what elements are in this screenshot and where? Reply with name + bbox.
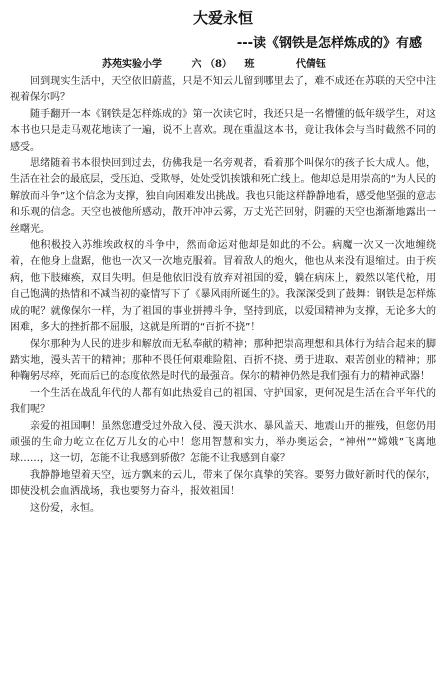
byline-school: 苏苑实验小学 bbox=[102, 59, 162, 70]
essay-subtitle: ---读《钢铁是怎样炼成的》有感 bbox=[236, 36, 422, 51]
byline-author: 代倩钰 bbox=[295, 59, 326, 70]
paragraph: 保尔那种为人民的进步和解放而无私奉献的精神；那种把崇高理想和具体行为结合起来的脚踏实地，漫头苦干的精神；那种不畏任何艰难险阻、百折不挠、勇于进取、艰苦创业的精神；那种鞠躬尽瘁，死而后已的态度依然是时代的最强音。保尔的精神仍然是我们强有力的精神武器！ bbox=[10, 338, 436, 383]
paragraph: 回到现实生活中，天空依旧蔚蓝，只是不知云儿留到哪里去了，难不成还在苏联的天空中注视着保尔吗？ bbox=[10, 76, 436, 104]
paragraph: 一个生活在战乱年代的人都有如此热爱自己的祖国、守护国家，更何况是生活在合平年代的我们呢？ bbox=[10, 387, 436, 416]
paragraph: 随手翻开一本《钢铁是怎样炼成的》第一次读它时，我还只是一名懵懂的低年级学生，对这本书也只是走马观花地读了一遍，说不上喜欢。现在重温这本书，竟让我体会与当时截然不同的感受。 bbox=[10, 108, 436, 153]
signoff: 这份爱，永恒。 bbox=[30, 502, 100, 514]
byline-class-number: （8） bbox=[204, 59, 232, 70]
paragraph: 他积极投入苏维埃政权的斗争中，然而命运对他却是如此的不公。病魔一次又一次地缠绕着，在他身上盘踞，他也一次又一次地克服着。冒着敌人的炮火，他也从来没有退缩过。由于疾病，他下肢瘫痪，双目失明。但是他依旧没有放弃对祖国的爱，躺在病床上，毅然以笔代枪，用自己饱满的热情和不减当初的豪情写下了《暴风雨所诞生的》。我深深受到了鼓舞：钢铁是怎样炼成的呢？就像保尔一样，为了祖国的事业拼搏斗争，坚持到底，以爱国精神为支撑，无论多大的困难，多大的挫折都不屈服，这就是所谓的“百折不挠”！ bbox=[10, 240, 436, 334]
paragraph: 我静静地望着天空，远方飘来的云儿，带来了保尔真挚的笑容。要努力做好新时代的保尔，即使没机会血洒战场，我也要努力奋斗，报效祖国！ bbox=[10, 469, 436, 498]
paragraph: 思绪随着书本很快回到过去，仿佛我是一名旁观者，看着那个叫保尔的孩子长大成人。他，生活在社会的最底层，受压迫、受欺辱，处处受饥挨饿和死亡线上。他却总是用崇高的“为人民的解放而斗争”这个信念为支撑，独自向困难发出挑战。我也只能这样静静地看，感受他坚强的意志和乐观的信念。天空也被他所感动，散开冲冲云雾，万丈光芒回射，阴霾的天空也渐渐地露出一丝曙光。 bbox=[10, 158, 436, 235]
byline bbox=[102, 58, 436, 72]
essay-body bbox=[10, 74, 436, 517]
paragraph: 亲爱的祖国啊！虽然您遭受过外敌入侵、漫天洪水、暴风盖天、地震山开的摧残，但您仍用顽强的生命力屹立在亿万儿女的心中！您用智慧和实力，举办奥运会，“神州”“嫦娥”飞离地球……，这一切，怎能不让我感到骄傲？怎能不让我感到自豪？ bbox=[10, 420, 436, 465]
essay-title: 大爱永恒 bbox=[192, 9, 253, 27]
byline-class-word: 班 bbox=[244, 59, 255, 70]
byline-grade: 六 bbox=[191, 59, 202, 70]
